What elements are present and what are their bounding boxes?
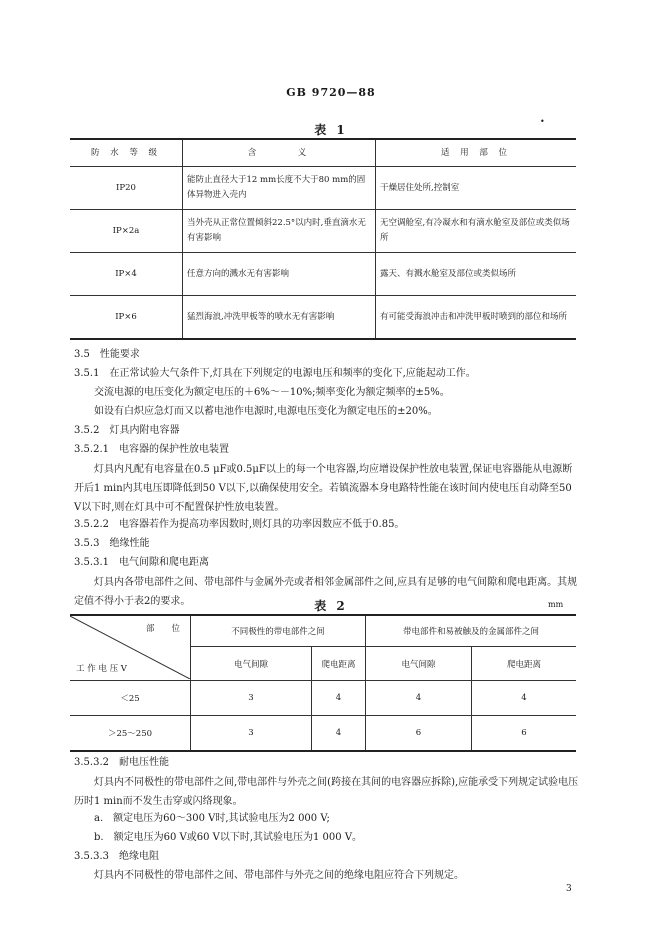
table2-group-accessible-metal: 带电部件和易被触及的金属部件之间 bbox=[365, 615, 576, 647]
table2-value: 4 bbox=[312, 681, 366, 716]
section-3-5-3-1-heading: 3.5.3.1 电气间隙和爬电距离 bbox=[74, 557, 209, 568]
table2-group-different-polarity: 不同极性的带电部件之间 bbox=[191, 615, 366, 647]
section-3-5-3-2-text: 灯具内不同极性的带电部件之间,带电部件与外壳之间(跨接在其间的电容器应拆除),应能承受下列规定试验电压历时1 min而不发生击穿或闪络现象。 bbox=[74, 777, 579, 807]
standard-number: GB 9720—88 bbox=[286, 86, 376, 99]
table-row bbox=[70, 296, 576, 340]
table-row bbox=[70, 167, 576, 210]
section-3-5-3-1-text: 灯具内各带电部件之间、带电部件与金属外壳或者相邻金属部件之间,应具有足够的电气间隙和爬电距离。其规定值不得小于表2的要求。 bbox=[74, 577, 578, 607]
table-row bbox=[70, 716, 576, 752]
table2-voltage: ＞25～250 bbox=[70, 716, 191, 752]
table-row bbox=[70, 253, 576, 296]
section-3-5-1: 3.5.1 在正常试验大气条件下,灯具在下列规定的电源电压和频率的变化下,应能起动工作。 bbox=[74, 368, 476, 379]
table2-sub-clearance: 电气间隙 bbox=[365, 647, 471, 681]
table-row bbox=[70, 210, 576, 253]
section-3-5-2-2: 3.5.2.2 电容器若作为提高功率因数时,则灯具的功率因数应不低于0.85。 bbox=[74, 519, 405, 530]
table1-grade: IP×4 bbox=[70, 253, 183, 296]
table2-sub-creepage: 爬电距离 bbox=[312, 647, 366, 681]
table1-caption: 表 1 bbox=[314, 123, 348, 137]
section-3-5-3-3-text: 灯具内不同极性的带电部件之间、带电部件与外壳之间的绝缘电阻应符合下列规定。 bbox=[94, 870, 464, 881]
table-row bbox=[70, 681, 576, 716]
table1-header-grade: 防 水 等 级 bbox=[70, 139, 183, 167]
table1-header-meaning: 含 义 bbox=[183, 139, 376, 167]
section-3-5-3-2-heading: 3.5.3.2 耐电压性能 bbox=[74, 757, 169, 768]
table1-grade: IP×2a bbox=[70, 210, 183, 253]
table1-usage: 有可能受海浪冲击和冲洗甲板时喷到的部位和场所 bbox=[376, 296, 577, 340]
table2-value: 4 bbox=[471, 681, 576, 716]
section-3-5-3-heading: 3.5.3 绝缘性能 bbox=[74, 538, 150, 549]
table2-corner-bottom: 工 作 电 压 V bbox=[76, 664, 127, 674]
table1-header-usage: 适 用 部 位 bbox=[376, 139, 577, 167]
table1-usage: 无空调舱室,有冷凝水和有滴水舱室及部位或类似场所 bbox=[376, 210, 577, 253]
table1-meaning: 任意方向的溅水无有害影响 bbox=[183, 253, 376, 296]
table1-grade: IP20 bbox=[70, 167, 183, 210]
page-number: 3 bbox=[566, 884, 572, 894]
table1 bbox=[70, 138, 576, 340]
table2-corner-cell bbox=[70, 615, 191, 681]
section-3-5-2-1-text: 灯具内凡配有电容量在0.5 μF或0.5μF以上的每一个电容器,均应增设保护性放电装置,保证电容器能从电源断开后1 min内其电压即降低到50 V以下,以确保使用安全。若镇流器本身电路特性能在该时间内使电压自动降至50 V以下时,则在灯具中可不配置保护性放电装置。 bbox=[74, 464, 573, 513]
section-3-5-2-heading: 3.5.2 灯具内附电容器 bbox=[74, 425, 180, 436]
table1-meaning: 当外壳从正常位置倾斜22.5°以内时,垂直滴水无有害影响 bbox=[183, 210, 376, 253]
section-3-5-2-1-heading: 3.5.2.1 电容器的保护性放电装置 bbox=[74, 444, 229, 455]
table2-unit: mm bbox=[548, 600, 564, 609]
table2 bbox=[70, 614, 576, 752]
table2-value: 6 bbox=[365, 716, 471, 752]
table2-value: 3 bbox=[191, 716, 312, 752]
table1-usage: 干燥居住处所,控制室 bbox=[376, 167, 577, 210]
table2-sub-creepage: 爬电距离 bbox=[471, 647, 576, 681]
table2-value: 4 bbox=[312, 716, 366, 752]
section-3-5-3-3-heading: 3.5.3.3 绝缘电阻 bbox=[74, 851, 159, 862]
table1-meaning: 猛烈海浪,冲洗甲板等的喷水无有害影响 bbox=[183, 296, 376, 340]
table1-usage: 露天、有溅水舱室及部位或类似场所 bbox=[376, 253, 577, 296]
table2-value: 4 bbox=[365, 681, 471, 716]
section-3-5-1-voltage: 交流电源的电压变化为额定电压的＋6%～－10%;频率变化为额定频率的±5%。 bbox=[94, 387, 450, 398]
table2-sub-clearance: 电气间隙 bbox=[191, 647, 312, 681]
table1-header-row bbox=[70, 139, 576, 167]
table1-grade: IP×6 bbox=[70, 296, 183, 340]
table2-header-row bbox=[70, 615, 576, 647]
table2-voltage: ＜25 bbox=[70, 681, 191, 716]
table1-meaning: 能防止直径大于12 mm长度不大于80 mm的固体异物进入壳内 bbox=[183, 167, 376, 210]
table2-caption: 表 2 bbox=[314, 599, 348, 613]
section-3-5-1-emergency: 如设有白炽应急灯而又以蓄电池作电源时,电源电压变化为额定电压的±20%。 bbox=[94, 406, 438, 417]
table2-value: 3 bbox=[191, 681, 312, 716]
table2-corner-top: 部 位 bbox=[145, 624, 180, 634]
table2-value: 6 bbox=[471, 716, 576, 752]
margin-mark: • bbox=[540, 117, 545, 126]
section-3-5-3-2-item-a: a. 额定电压为60～300 V时,其试验电压为2 000 V; bbox=[94, 813, 330, 824]
section-3-5-3-2-item-b: b. 额定电压为60 V或60 V以下时,其试验电压为1 000 V。 bbox=[94, 832, 363, 843]
section-3-5-heading: 3.5 性能要求 bbox=[74, 349, 140, 360]
